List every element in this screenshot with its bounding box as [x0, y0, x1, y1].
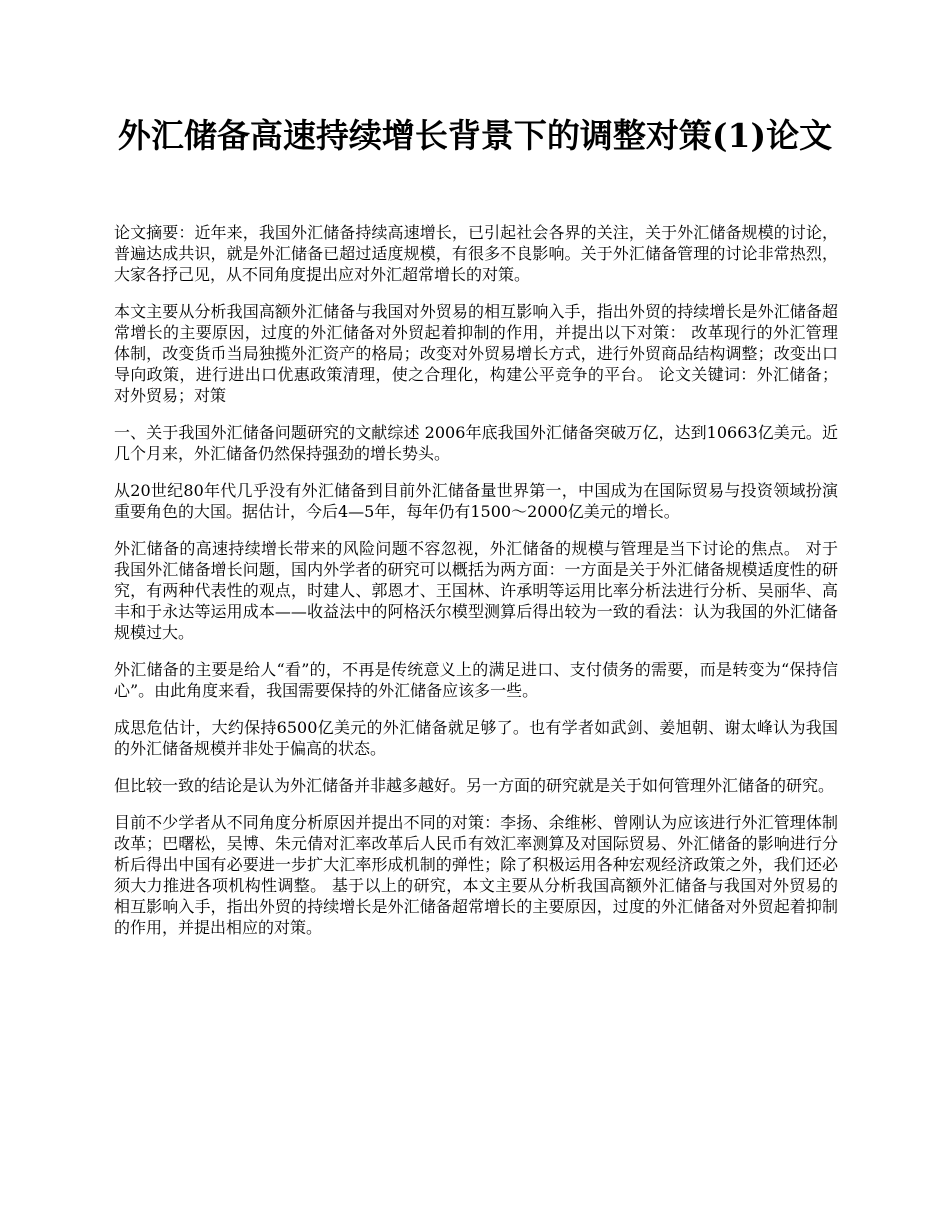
- document-title: 外汇储备高速持续增长背景下的调整对策(1)论文: [117, 116, 833, 155]
- paragraph-estimate: 成思危估计，大约保持6500亿美元的外汇储备就足够了。也有学者如武剑、姜旭朝、谢太峰认为我国的外汇储备规模并非处于偏高的状态。: [114, 718, 838, 758]
- paragraph-confidence: 外汇储备的主要是给人“看”的，不再是传统意义上的满足进口、支付债务的需要，而是转变为“保持信心”。由此角度来看，我国需要保持的外汇储备应该多一些。: [114, 660, 838, 700]
- paragraph-conclusion: 但比较一致的结论是认为外汇储备并非越多越好。另一方面的研究就是关于如何管理外汇储备的研究。: [114, 776, 835, 795]
- paragraph-main-content: 本文主要从分析我国高额外汇储备与我国对外贸易的相互影响入手，指出外贸的持续增长是外汇储备超常增长的主要原因，过度的外汇储备对外贸起着抑制的作用，并提出以下对策： 改革现行的外汇管理体制，改变货币当局独揽外汇资产的格局；改变对外贸易增长方式，进行外贸商品结构调整；改变出口导向政策，进行进出口优惠政策清理，使之合理化，构建公平竞争的平台。 论文关键词：外汇储备；对外贸易；对策: [114, 302, 838, 405]
- paragraph-abstract: 论文摘要：近年来，我国外汇储备持续高速增长，已引起社会各界的关注，关于外汇储备规模的讨论，普遍达成共识，就是外汇储备已超过适度规模，有很多不良影响。关于外汇储备管理的讨论非常热烈，大家各抒己见，从不同角度提出应对外汇超常增长的对策。: [114, 223, 838, 284]
- paragraph-risk: 外汇储备的高速持续增长带来的风险问题不容忽视，外汇储备的规模与管理是当下讨论的焦点。 对于我国外汇储备增长问题，国内外学者的研究可以概括为两方面：一方面是关于外汇储备规模适度性的研究，有两种代表性的观点，时建人、郭恩才、王国林、许承明等运用比率分析法进行分析、吴丽华、高丰和于永达等运用成本——收益法中的阿格沃尔模型测算后得出较为一致的看法：认为我国的外汇储备规模过大。: [114, 539, 838, 642]
- paragraph-history: 从20世纪80年代几乎没有外汇储备到目前外汇储备量世界第一，中国成为在国际贸易与投资领域扮演重要角色的大国。据估计，今后4—5年，每年仍有1500～2000亿美元的增长。: [114, 481, 838, 521]
- paragraph-countermeasures: 目前不少学者从不同角度分析原因并提出不同的对策：李扬、余维彬、曾刚认为应该进行外汇管理体制改革；巴曙松，吴博、朱元倩对汇率改革后人民币有效汇率测算及对国际贸易、外汇储备的影响进行分析后得出中国有必要进一步扩大汇率形成机制的弹性；除了积极运用各种宏观经济政策之外，我们还必须大力推进各项机构性调整。 基于以上的研究，本文主要从分析我国高额外汇储备与我国对外贸易的相互影响入手，指出外贸的持续增长是外汇储备超常增长的主要原因，过度的外汇储备对外贸起着抑制的作用，并提出相应的对策。: [114, 813, 838, 937]
- paragraph-literature-review: 一、关于我国外汇储备问题研究的文献综述 2006年底我国外汇储备突破万亿，达到10663亿美元。近几个月来，外汇储备仍然保持强劲的增长势头。: [114, 423, 838, 463]
- document-body: [114, 222, 838, 954]
